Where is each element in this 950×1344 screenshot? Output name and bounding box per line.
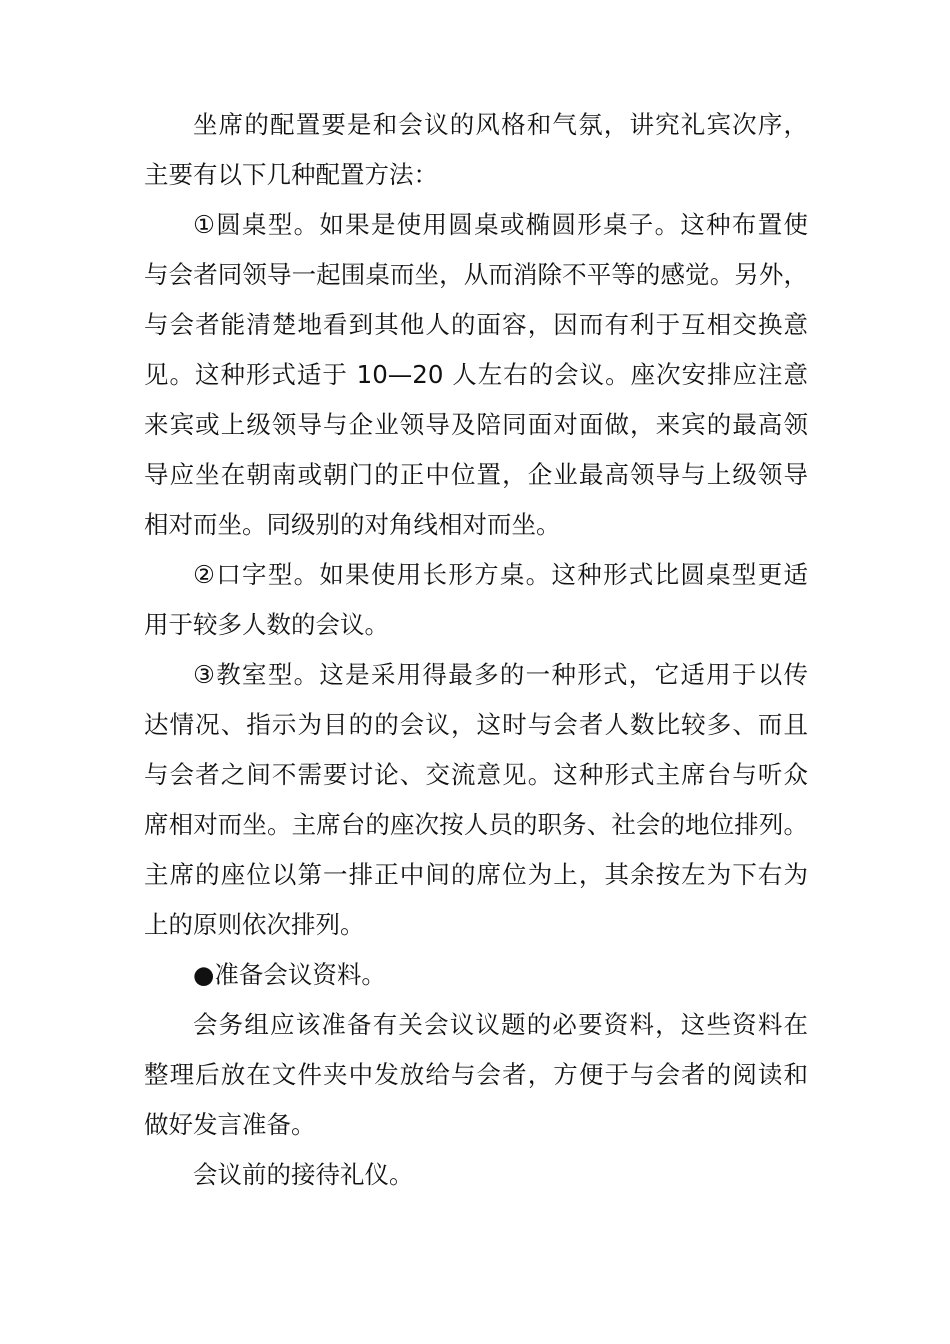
text-line: ②口字型。如果使用长形方桌。这种形式比圆桌型更适 bbox=[193, 560, 808, 589]
paragraph-square-table bbox=[144, 550, 808, 650]
text-line: 会议前的接待礼仪。 bbox=[193, 1160, 414, 1189]
text-line: 相对而坐。同级别的对角线相对而坐。 bbox=[144, 510, 561, 539]
text-line: 坐席的配置要是和会议的风格和气氛，讲究礼宾次序， bbox=[193, 110, 808, 139]
paragraph-intro bbox=[144, 100, 808, 200]
text-line: ①圆桌型。如果是使用圆桌或椭圆形桌子。这种布置使 bbox=[193, 210, 808, 239]
paragraph-reception-etiquette bbox=[144, 1150, 808, 1200]
text-line: 会务组应该准备有关会议议题的必要资料，这些资料在 bbox=[193, 1010, 808, 1039]
text-line: 达情况、指示为目的的会议，这时与会者人数比较多、而且 bbox=[144, 710, 808, 739]
paragraph-round-table bbox=[144, 200, 808, 550]
body-text bbox=[144, 100, 808, 1200]
text-line: 主席的座位以第一排正中间的席位为上，其余按左为下右为 bbox=[144, 860, 808, 889]
text-line: 做好发言准备。 bbox=[144, 1110, 316, 1139]
text-line: 席相对而坐。主席台的座次按人员的职务、社会的地位排列。 bbox=[144, 810, 808, 839]
paragraph-classroom bbox=[144, 650, 808, 950]
text-line: ③教室型。这是采用得最多的一种形式，它适用于以传 bbox=[193, 660, 808, 689]
paragraph-prepare-materials bbox=[144, 1000, 808, 1150]
text-line: 与会者能清楚地看到其他人的面容，因而有利于互相交换意 bbox=[144, 310, 808, 339]
text-line: ●准备会议资料。 bbox=[193, 960, 386, 989]
text-line: 与会者之间不需要讨论、交流意见。这种形式主席台与听众 bbox=[144, 760, 808, 789]
text-line: 上的原则依次排列。 bbox=[144, 910, 365, 939]
text-line: 来宾或上级领导与企业领导及陪同面对面做，来宾的最高领 bbox=[144, 410, 808, 439]
paragraph-prepare-materials-heading bbox=[144, 950, 808, 1000]
text-line: 主要有以下几种配置方法： bbox=[144, 160, 438, 189]
text-line: 整理后放在文件夹中发放给与会者，方便于与会者的阅读和 bbox=[144, 1060, 808, 1089]
text-line: 见。这种形式适于 10—20 人左右的会议。座次安排应注意 bbox=[144, 360, 808, 389]
text-line: 与会者同领导一起围桌而坐，从而消除不平等的感觉。另外， bbox=[144, 260, 808, 289]
text-line: 用于较多人数的会议。 bbox=[144, 610, 389, 639]
text-line: 导应坐在朝南或朝门的正中位置，企业最高领导与上级领导 bbox=[144, 460, 808, 489]
